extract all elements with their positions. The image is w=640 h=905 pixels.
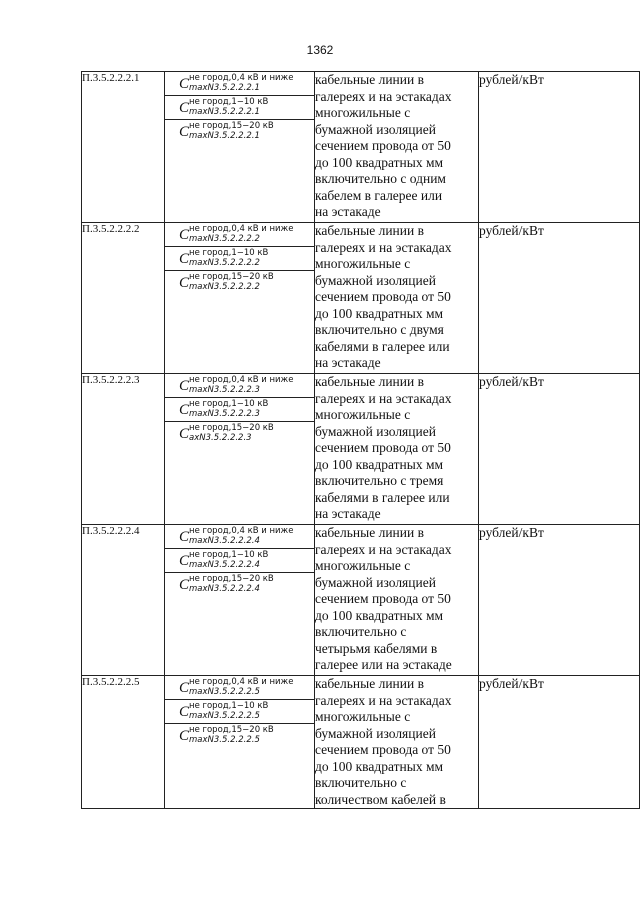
rate-symbol: [165, 700, 314, 724]
item-unit: рублей/кВт: [479, 525, 640, 676]
table-row: [82, 525, 640, 676]
symbol-letter: C: [179, 529, 190, 545]
symbol-subscript: maxN3.5.2.2.2.2: [189, 233, 260, 244]
symbol-letter: C: [179, 100, 190, 116]
symbol-superscript: не город,1−10 кВ: [189, 701, 269, 711]
table-row: [82, 223, 640, 374]
symbol-subscript: maxN3.5.2.2.2.1: [189, 130, 260, 141]
table-row: [82, 676, 640, 809]
item-code: П.3.5.2.2.2.1: [82, 72, 165, 223]
rate-symbol: [165, 120, 314, 143]
symbol-superscript: не город,15−20 кВ: [189, 121, 274, 131]
symbol-superscript: не город,1−10 кВ: [189, 550, 269, 560]
rate-symbols: [165, 374, 315, 525]
rate-symbol: [165, 271, 314, 294]
item-code: П.3.5.2.2.2.4: [82, 525, 165, 676]
symbol-subscript: maxN3.5.2.2.2.4: [189, 535, 260, 546]
symbol-superscript: не город,0,4 кВ и ниже: [189, 375, 294, 385]
symbol-letter: C: [179, 704, 190, 720]
rate-symbol: [165, 398, 314, 422]
symbol-letter: C: [179, 426, 190, 442]
symbol-subscript: maxN3.5.2.2.2.4: [189, 583, 260, 594]
symbol-superscript: не город,15−20 кВ: [189, 725, 274, 735]
table-row: [82, 374, 640, 525]
rate-symbol: [165, 223, 314, 247]
symbol-letter: C: [179, 275, 190, 291]
symbol-superscript: не город,0,4 кВ и ниже: [189, 526, 294, 536]
item-unit: рублей/кВт: [479, 72, 640, 223]
rates-table: [81, 71, 640, 809]
symbol-subscript: maxN3.5.2.2.2.5: [189, 734, 260, 745]
symbol-letter: C: [179, 402, 190, 418]
rate-symbol: [165, 573, 314, 596]
rate-symbol: [165, 724, 314, 747]
symbol-superscript: не город,15−20 кВ: [189, 574, 274, 584]
rate-symbols: [165, 676, 315, 809]
rate-symbol: [165, 422, 314, 445]
symbol-subscript: maxN3.5.2.2.2.3: [189, 408, 260, 419]
symbol-superscript: не город,1−10 кВ: [189, 399, 269, 409]
symbol-subscript: maxN3.5.2.2.2.1: [189, 82, 260, 93]
symbol-letter: C: [179, 378, 190, 394]
page-number: 1362: [306, 43, 334, 57]
rate-symbols: [165, 72, 315, 223]
symbol-letter: C: [179, 553, 190, 569]
rate-symbol: [165, 676, 314, 700]
item-description: кабельные линии в галереях и на эстакадах многожильные с бумажной изоляцией сечением провода от 50 до 100 квадратных мм включительно с двумя кабелями в галерее или на эстакаде: [315, 223, 479, 374]
symbol-subscript: maxN3.5.2.2.2.3: [189, 384, 260, 395]
symbol-superscript: не город,0,4 кВ и ниже: [189, 73, 294, 83]
symbol-superscript: не город,15−20 кВ: [189, 423, 274, 433]
symbol-subscript: axN3.5.2.2.2.3: [189, 432, 252, 443]
symbol-subscript: maxN3.5.2.2.2.2: [189, 257, 260, 268]
symbol-letter: C: [179, 680, 190, 696]
table-row: [82, 72, 640, 223]
rate-symbol: [165, 247, 314, 271]
symbol-letter: C: [179, 577, 190, 593]
symbol-superscript: не город,1−10 кВ: [189, 248, 269, 258]
symbol-superscript: не город,0,4 кВ и ниже: [189, 677, 294, 687]
symbol-letter: C: [179, 76, 190, 92]
item-code: П.3.5.2.2.2.3: [82, 374, 165, 525]
symbol-subscript: maxN3.5.2.2.2.4: [189, 559, 260, 570]
item-code: П.3.5.2.2.2.2: [82, 223, 165, 374]
rate-symbol: [165, 525, 314, 549]
rate-symbols: [165, 525, 315, 676]
symbol-subscript: maxN3.5.2.2.2.5: [189, 710, 260, 721]
item-unit: рублей/кВт: [479, 676, 640, 809]
symbol-superscript: не город,0,4 кВ и ниже: [189, 224, 294, 234]
symbol-letter: C: [179, 227, 190, 243]
symbol-superscript: не город,15−20 кВ: [189, 272, 274, 282]
rate-symbol: [165, 374, 314, 398]
rate-symbol: [165, 96, 314, 120]
symbol-letter: C: [179, 251, 190, 267]
item-code: П.3.5.2.2.2.5: [82, 676, 165, 809]
symbol-superscript: не город,1−10 кВ: [189, 97, 269, 107]
item-unit: рублей/кВт: [479, 223, 640, 374]
symbol-letter: C: [179, 124, 190, 140]
symbol-subscript: maxN3.5.2.2.2.1: [189, 106, 260, 117]
item-description: кабельные линии в галереях и на эстакадах многожильные с бумажной изоляцией сечением провода от 50 до 100 квадратных мм включительно с количеством кабелей в: [315, 676, 479, 809]
item-description: кабельные линии в галереях и на эстакадах многожильные с бумажной изоляцией сечением провода от 50 до 100 квадратных мм включительно с четырьмя кабелями в галерее или на эстакаде: [315, 525, 479, 676]
item-description: кабельные линии в галереях и на эстакадах многожильные с бумажной изоляцией сечением провода от 50 до 100 квадратных мм включительно с тремя кабелями в галерее или на эстакаде: [315, 374, 479, 525]
item-description: кабельные линии в галереях и на эстакадах многожильные с бумажной изоляцией сечением провода от 50 до 100 квадратных мм включительно с одним кабелем в галерее или на эстакаде: [315, 72, 479, 223]
item-unit: рублей/кВт: [479, 374, 640, 525]
rate-symbol: [165, 72, 314, 96]
rate-symbol: [165, 549, 314, 573]
symbol-subscript: maxN3.5.2.2.2.5: [189, 686, 260, 697]
symbol-letter: C: [179, 728, 190, 744]
rate-symbols: [165, 223, 315, 374]
symbol-subscript: maxN3.5.2.2.2.2: [189, 281, 260, 292]
